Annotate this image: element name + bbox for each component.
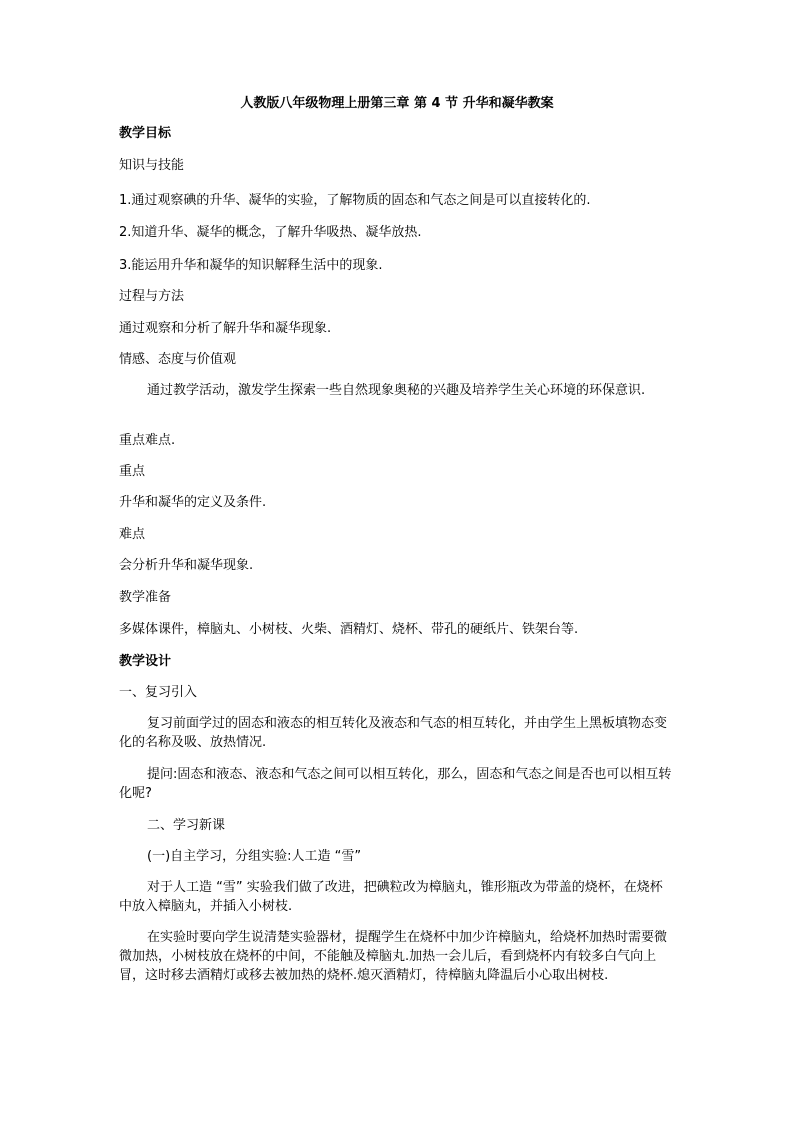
paragraph-key-points: 升华和凝华的定义及条件. <box>119 495 267 510</box>
paragraph-teaching-prep: 多媒体课件，樟脑丸、小树枝、火柴、酒精灯、烧杯、带孔的硬纸片、铁架台等. <box>119 622 579 637</box>
paragraph-experiment-steps: 在实验时要向学生说清楚实验器材，提醒学生在烧杯中加少许樟脑丸，给烧杯加热时需要微微加热，小树枝放在烧杯的中间，不能触及樟脑丸.加热一会儿后，看到烧杯内有较多白气向上冒，这时移去酒精灯或移去被加热的烧杯.熄灭酒精灯，待樟脑丸降温后小心取出树枝. <box>119 930 668 983</box>
section-new-lesson: 二、学习新课 <box>147 818 226 833</box>
objective-item-1: 1.通过观察碘的升华、凝华的实验，了解物质的固态和气态之间是可以直接转化的. <box>119 193 591 208</box>
subheading-process-method: 过程与方法 <box>119 289 185 304</box>
subheading-teaching-prep: 教学准备 <box>119 590 172 605</box>
heading-teaching-objectives: 教学目标 <box>119 126 172 141</box>
section-review-intro: 一、复习引入 <box>119 685 198 700</box>
paragraph-difficult-points: 会分析升华和凝华现象. <box>119 558 254 573</box>
document-title: 人教版八年级物理上册第三章 第 4 节 升华和凝华教案 <box>240 96 554 111</box>
paragraph-experiment-improvement: 对于人工造 “雪” 实验我们做了改进，把碘粒改为樟脑丸，锥形瓶改为带盖的烧杯，在烧杯中放入樟脑丸，并插入小树枝. <box>119 880 663 914</box>
paragraph-emotion-attitude: 通过教学活动，激发学生探索一些自然现象奥秘的兴趣及培养学生关心环境的环保意识. <box>147 383 646 398</box>
subheading-knowledge-skills: 知识与技能 <box>119 158 185 173</box>
objective-item-3: 3.能运用升华和凝华的知识解释生活中的现象. <box>119 258 383 273</box>
subheading-emotion-attitude: 情感、态度与价值观 <box>119 352 237 367</box>
subheading-key-difficult: 重点难点. <box>119 433 176 448</box>
subheading-difficult-points: 难点 <box>119 527 146 542</box>
subsection-self-study: (一)自主学习，分组实验:人工造 “雪” <box>147 849 362 864</box>
objective-item-2: 2.知道升华、凝华的概念，了解升华吸热、凝华放热. <box>119 225 422 240</box>
subheading-key-points: 重点 <box>119 464 146 479</box>
paragraph-process-method: 通过观察和分析了解升华和凝华现象. <box>119 321 332 336</box>
paragraph-question: 提问:固态和液态、液态和气态之间可以相互转化，那么，固态和气态之间是否也可以相互转化呢? <box>119 767 672 801</box>
paragraph-review: 复习前面学过的固态和液态的相互转化及液态和气态的相互转化，并由学生上黑板填物态变化的名称及吸、放热情况. <box>119 716 668 750</box>
heading-teaching-design: 教学设计 <box>119 654 172 669</box>
